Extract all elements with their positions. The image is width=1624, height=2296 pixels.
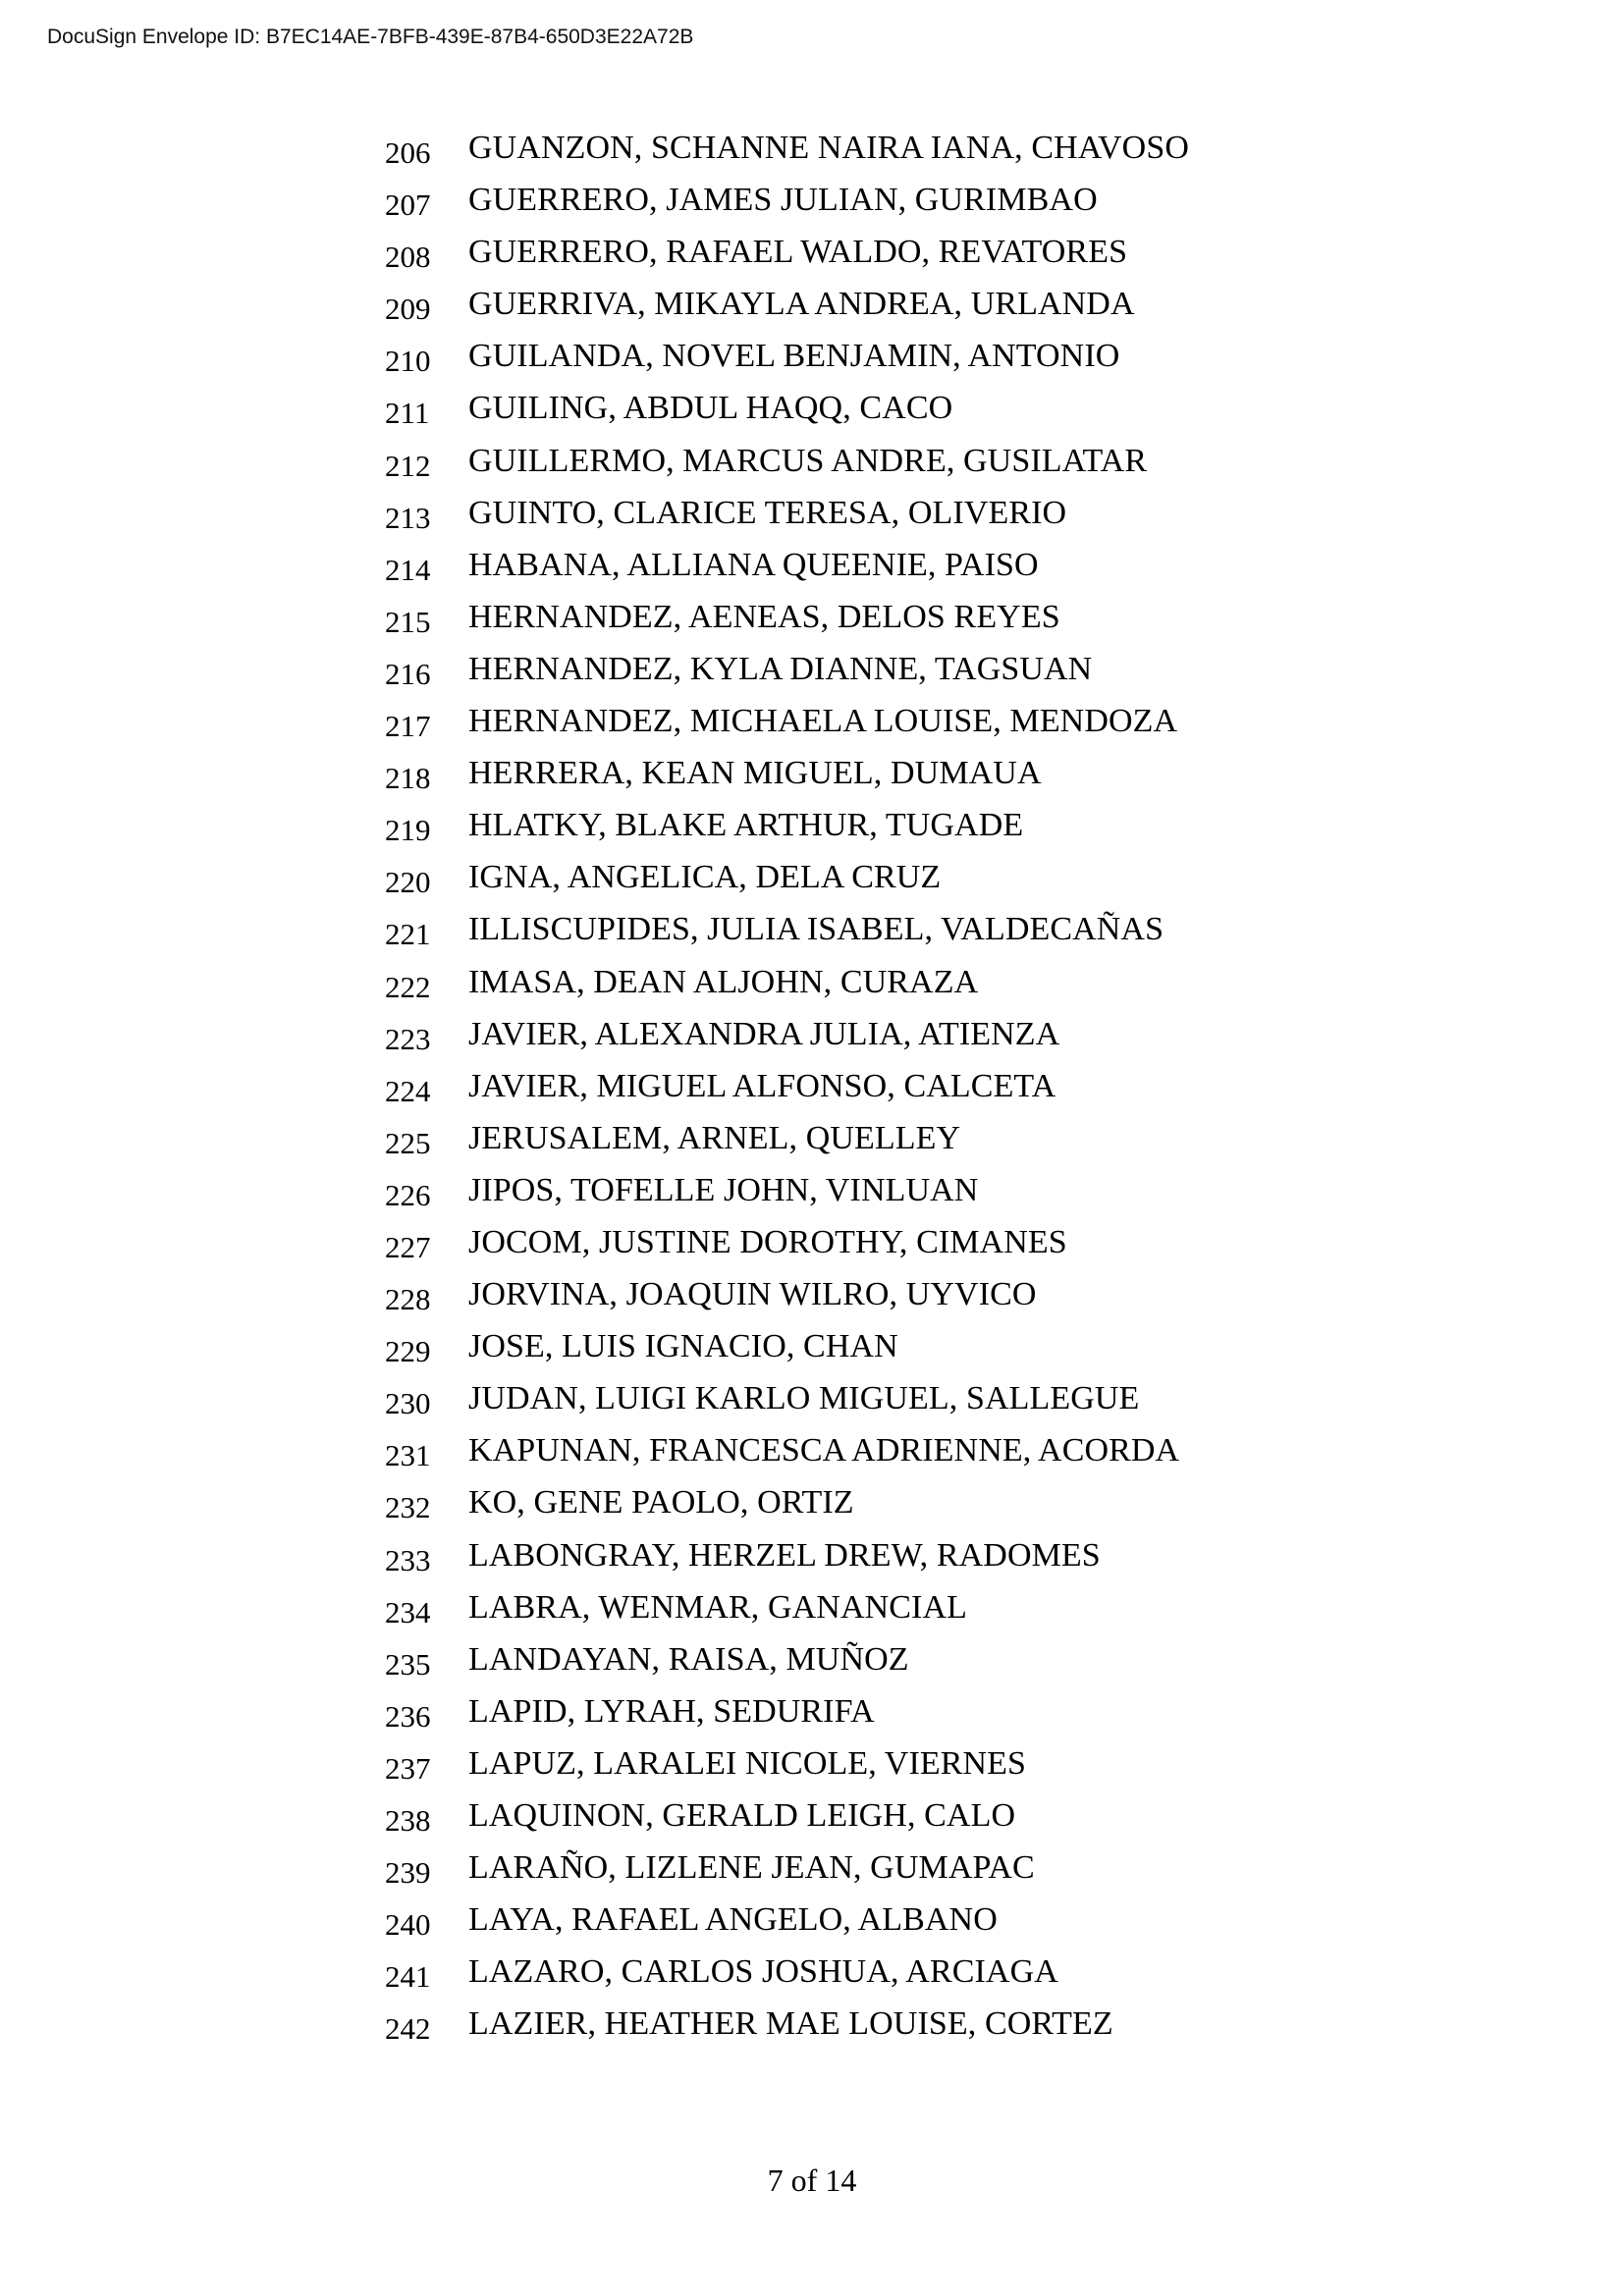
- list-item-number: 211: [385, 396, 430, 431]
- list-item-name: KO, GENE PAOLO, ORTIZ: [468, 1484, 854, 1522]
- list-item-name: JUDAN, LUIGI KARLO MIGUEL, SALLEGUE: [468, 1380, 1140, 1417]
- list-item-number: 221: [385, 917, 431, 952]
- list-item-name: GUERRIVA, MIKAYLA ANDREA, URLANDA: [468, 286, 1135, 323]
- list-item-name: JERUSALEM, ARNEL, QUELLEY: [468, 1119, 961, 1156]
- list-item-number: 212: [385, 448, 431, 483]
- list-item-number: 206: [385, 135, 431, 170]
- list-item-name: LAZARO, CARLOS JOSHUA, ARCIAGA: [468, 1953, 1058, 1991]
- list-item-name: LAPID, LYRAH, SEDURIFA: [468, 1692, 875, 1730]
- list-item-number: 230: [385, 1386, 431, 1421]
- list-item-name: JOCOM, JUSTINE DOROTHY, CIMANES: [468, 1223, 1067, 1260]
- list-item-number: 215: [385, 604, 431, 639]
- list-item-number: 234: [385, 1594, 431, 1629]
- list-item-number: 225: [385, 1125, 431, 1160]
- list-item-number: 216: [385, 656, 431, 691]
- list-item-name: LANDAYAN, RAISA, MUÑOZ: [468, 1640, 909, 1678]
- list-item-name: KAPUNAN, FRANCESCA ADRIENNE, ACORDA: [468, 1432, 1180, 1469]
- list-item-name: GUILLERMO, MARCUS ANDRE, GUSILATAR: [468, 442, 1148, 479]
- page-number: 7 of 14: [767, 2163, 857, 2198]
- list-item-name: JIPOS, TOFELLE JOHN, VINLUAN: [468, 1171, 979, 1208]
- list-item-name: GUILANDA, NOVEL BENJAMIN, ANTONIO: [468, 338, 1120, 375]
- list-item-name: LAQUINON, GERALD LEIGH, CALO: [468, 1797, 1016, 1834]
- list-item-name: HLATKY, BLAKE ARTHUR, TUGADE: [468, 807, 1024, 844]
- list-item-number: 237: [385, 1750, 431, 1786]
- list-item-number: 214: [385, 552, 431, 587]
- list-item-name: GUINTO, CLARICE TERESA, OLIVERIO: [468, 494, 1067, 531]
- list-item-name: IGNA, ANGELICA, DELA CRUZ: [468, 859, 942, 896]
- list-item-name: IMASA, DEAN ALJOHN, CURAZA: [468, 963, 979, 1000]
- list-item-number: 213: [385, 500, 431, 535]
- list-item-name: GUANZON, SCHANNE NAIRA IANA, CHAVOSO: [468, 130, 1190, 166]
- list-item-name: LABRA, WENMAR, GANANCIAL: [468, 1588, 967, 1626]
- list-item-name: HERNANDEZ, AENEAS, DELOS REYES: [468, 598, 1060, 635]
- list-item-number: 208: [385, 240, 431, 275]
- list-item-name: JOSE, LUIS IGNACIO, CHAN: [468, 1328, 898, 1365]
- list-item-name: LAZIER, HEATHER MAE LOUISE, CORTEZ: [468, 2005, 1113, 2043]
- list-item-number: 238: [385, 1803, 431, 1838]
- list-item-number: 233: [385, 1542, 431, 1577]
- list-item-number: 231: [385, 1438, 431, 1473]
- list-item-name: LAPUZ, LARALEI NICOLE, VIERNES: [468, 1744, 1027, 1782]
- list-item-number: 224: [385, 1073, 431, 1108]
- list-item-number: 222: [385, 969, 431, 1004]
- list-item-number: 241: [385, 1959, 431, 1995]
- list-item-number: 239: [385, 1855, 431, 1891]
- list-item-number: 229: [385, 1334, 431, 1369]
- list-item-number: 209: [385, 292, 431, 327]
- list-item-number: 218: [385, 761, 431, 796]
- list-item-number: 235: [385, 1646, 431, 1682]
- list-item-number: 226: [385, 1177, 431, 1212]
- list-item-name: HERRERA, KEAN MIGUEL, DUMAUA: [468, 755, 1042, 792]
- list-item-number: 207: [385, 187, 431, 223]
- list-item-name: ILLISCUPIDES, JULIA ISABEL, VALDECAÑAS: [468, 911, 1164, 948]
- list-item-name: LAYA, RAFAEL ANGELO, ALBANO: [468, 1901, 998, 1939]
- list-item-name: HERNANDEZ, KYLA DIANNE, TAGSUAN: [468, 650, 1093, 687]
- list-item-number: 228: [385, 1282, 431, 1317]
- list-item-name: HABANA, ALLIANA QUEENIE, PAISO: [468, 546, 1039, 583]
- envelope-id-header: DocuSign Envelope ID: B7EC14AE-7BFB-439E-87B4-650D3E22A72B: [47, 26, 694, 48]
- list-item-number: 227: [385, 1229, 431, 1264]
- list-item-name: GUILING, ABDUL HAQQ, CACO: [468, 390, 953, 427]
- list-item-number: 232: [385, 1490, 431, 1525]
- list-item-name: JAVIER, MIGUEL ALFONSO, CALCETA: [468, 1067, 1056, 1104]
- list-item-number: 210: [385, 344, 431, 379]
- list-item-name: GUERRERO, RAFAEL WALDO, REVATORES: [468, 234, 1128, 271]
- list-item-number: 220: [385, 865, 431, 900]
- list-item-name: LARAÑO, LIZLENE JEAN, GUMAPAC: [468, 1849, 1035, 1887]
- list-item-name: JORVINA, JOAQUIN WILRO, UYVICO: [468, 1276, 1037, 1313]
- list-item-number: 223: [385, 1021, 431, 1056]
- list-item-number: 240: [385, 1907, 431, 1943]
- list-item-name: LABONGRAY, HERZEL DREW, RADOMES: [468, 1536, 1101, 1574]
- list-item-name: JAVIER, ALEXANDRA JULIA, ATIENZA: [468, 1015, 1060, 1052]
- list-item-name: HERNANDEZ, MICHAELA LOUISE, MENDOZA: [468, 703, 1178, 740]
- list-item-number: 219: [385, 813, 431, 848]
- list-item-number: 236: [385, 1698, 431, 1734]
- list-item-name: GUERRERO, JAMES JULIAN, GURIMBAO: [468, 182, 1098, 219]
- list-item-number: 217: [385, 709, 431, 744]
- list-item-number: 242: [385, 2011, 431, 2047]
